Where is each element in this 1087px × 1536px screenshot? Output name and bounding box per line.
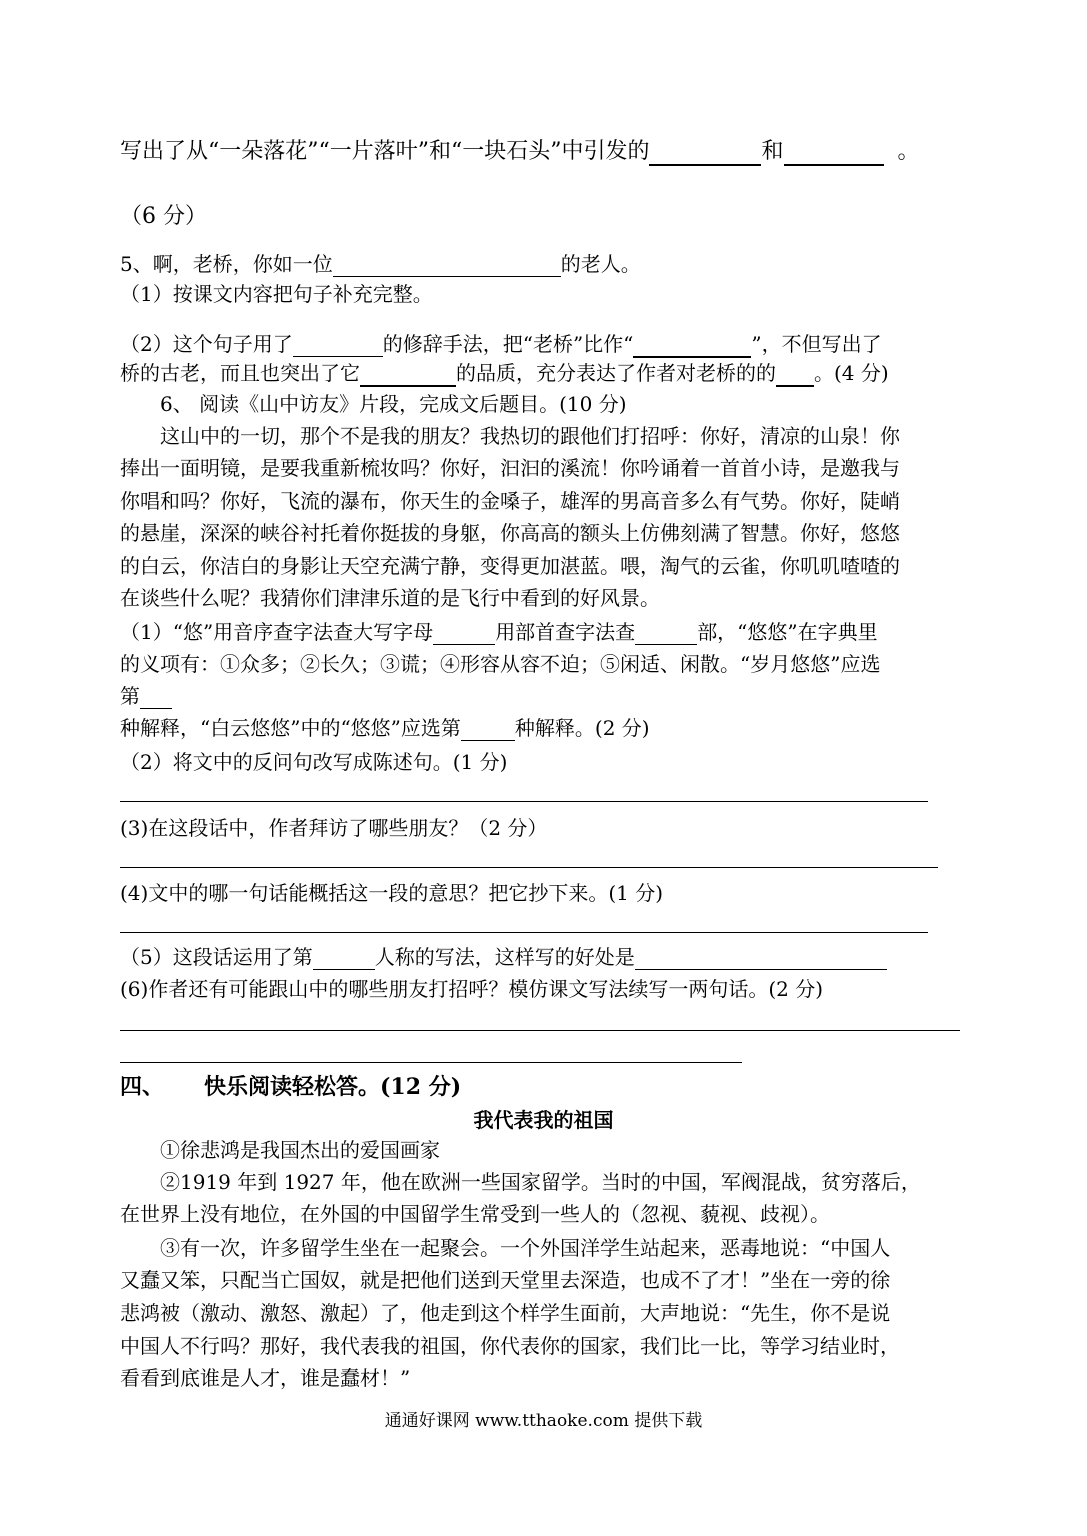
q6-passage-line-3: 你唱和吗？你好，飞流的瀑布，你天生的金嗓子，雄浑的男高音多么有气势。你好，陡峭	[120, 489, 900, 513]
q6-answer-line-6b[interactable]	[120, 1062, 742, 1063]
q5-stem-line	[120, 252, 641, 277]
q6-sub1-line1	[120, 620, 878, 645]
q5-part1: （1）按课文内容把句子补充完整。	[120, 282, 433, 306]
q6-sub1-line4	[120, 716, 650, 741]
q4-blank-2[interactable]	[784, 140, 884, 166]
passage-para-3-line-2: 又蠢又笨，只配当亡国奴，就是把他们送到天堂里去深造，也成不了才！”坐在一旁的徐	[120, 1268, 891, 1292]
q6-answer-line-2[interactable]	[120, 801, 928, 802]
passage-para-2-line-2: 在世界上没有地位，在外国的中国留学生常受到一些人的（忽视、藐视、歧视）。	[120, 1202, 830, 1226]
q6-passage-line-2: 捧出一面明镜，是要我重新梳妆吗？你好，汩汩的溪流！你吟诵着一首首小诗，是邀我与	[120, 456, 900, 480]
q6-sub1-line3	[120, 684, 172, 709]
q6-blank-benefit[interactable]	[635, 945, 887, 970]
q6-s1-a: （1）“悠”用音序查字法查大写字母	[120, 620, 434, 644]
q6-blank-sense-1[interactable]	[140, 684, 172, 709]
q5-blank-compare[interactable]	[633, 332, 751, 358]
passage-title: 我代表我的祖国	[473, 1108, 614, 1132]
q6-blank-letter[interactable]	[433, 620, 495, 645]
q6-answer-line-3[interactable]	[120, 867, 938, 868]
passage-para-1: ①徐悲鸿是我国杰出的爱国画家	[160, 1138, 440, 1162]
passage-para-3-line-5: 看看到底谁是人才，谁是蠢材！”	[120, 1366, 411, 1390]
q5-p2-line2-a: 桥的古老，而且也突出了它	[120, 361, 360, 385]
q6-blank-radical[interactable]	[635, 620, 697, 645]
q5-p2-c: ”，不但写出了	[751, 332, 882, 356]
passage-para-2-line-1: ②1919 年到 1927 年，他在欧洲一些国家留学。当时的中国，军阀混战，贫穷落后，	[160, 1170, 921, 1194]
q6-passage-line-5: 的白云，你洁白的身影让天空充满宁静，变得更加湛蓝。喂，淘气的云雀，你叽叽喳喳的	[120, 554, 900, 578]
q4-text-line	[120, 140, 920, 166]
q6-s1-b: 用部首查字法查	[495, 620, 636, 644]
q6-s1-c: 部，“悠悠”在字典里	[697, 620, 878, 644]
q6-s1-line4-b: 种解释。(2 分)	[514, 716, 650, 740]
passage-para-3-line-1: ③有一次，许多留学生坐在一起聚会。一个外国洋学生站起来，恶毒地说：“中国人	[160, 1236, 891, 1260]
q6-sub1-line2: 的义项有：①众多；②长久；③谎；④形容从容不迫；⑤闲适、闲散。“岁月悠悠”应选	[120, 652, 881, 676]
q5-blank-stem[interactable]	[333, 252, 561, 277]
q6-s1-line4-a: 种解释，“白云悠悠”中的“悠悠”应选第	[120, 716, 461, 740]
q5-blank-rhetoric[interactable]	[293, 332, 383, 357]
q5-blank-feeling[interactable]	[776, 361, 814, 387]
q5-p2-b: 的修辞手法，把“老桥”比作“	[382, 332, 634, 356]
q4-blank-1[interactable]	[649, 140, 761, 166]
q6-sub4: (4)文中的哪一句话能概括这一段的意思？把它抄下来。(1 分)	[120, 881, 664, 905]
q5-part2-line1	[120, 332, 882, 358]
q5-p2-line2-b: 的品质，充分表达了作者对老桥的的	[456, 361, 776, 385]
q6-sub5-line	[120, 945, 887, 970]
q6-s5-b: 人称的写法，这样写的好处是	[374, 945, 635, 969]
q6-passage-line-1: 这山中的一切，那个不是我的朋友？我热切的跟他们打招呼：你好，清凉的山泉！你	[160, 424, 900, 448]
q6-answer-line-6a[interactable]	[120, 1030, 960, 1031]
q6-blank-sense-2[interactable]	[461, 716, 515, 741]
q5-part2-line2	[120, 361, 889, 387]
q4-conj: 和	[761, 139, 784, 164]
q5-blank-quality[interactable]	[360, 361, 456, 387]
section4-heading-text: 快乐阅读轻松答。(12 分)	[204, 1074, 462, 1100]
q6-s1-line3: 第	[120, 684, 140, 708]
q6-s5-a: （5）这段话运用了第	[120, 945, 313, 969]
q6-sub6: (6)作者还有可能跟山中的哪些朋友打招呼？模仿课文写法续写一两句话。(2 分)	[120, 977, 824, 1001]
q4-text: 写出了从“一朵落花”“一片落叶”和“一块石头”中引发的	[120, 139, 650, 164]
q6-sub3: (3)在这段话中，作者拜访了哪些朋友？（2 分）	[120, 816, 548, 840]
q6-answer-line-4[interactable]	[120, 932, 928, 933]
q5-p2-a: （2）这个句子用了	[120, 332, 293, 356]
section4-heading	[120, 1074, 461, 1100]
q4-score: （6 分）	[120, 204, 207, 229]
q6-passage-line-4: 的悬崖，深深的峡谷衬托着你挺拔的身躯，你高高的额头上仿佛刻满了智慧。你好，悠悠	[120, 521, 900, 545]
q5-stem-a: 5、啊，老桥，你如一位	[120, 252, 333, 276]
q6-blank-person[interactable]	[313, 945, 375, 970]
passage-para-3-line-4: 中国人不行吗？那好，我代表我的祖国，你代表你的国家，我们比一比，等学习结业时，	[120, 1334, 900, 1358]
q6-stem: 6、 阅读《山中访友》片段，完成文后题目。(10 分)	[160, 392, 627, 416]
q6-sub2: （2）将文中的反问句改写成陈述句。(1 分)	[120, 750, 508, 774]
section4-number: 四、	[120, 1074, 165, 1100]
q6-passage-line-6: 在谈些什么呢？我猜你们津津乐道的是飞行中看到的好风景。	[120, 586, 660, 610]
q5-p2-line2-c: 。(4 分)	[814, 361, 889, 385]
q5-stem-b: 的老人。	[560, 252, 641, 276]
footer-credit: 通通好课网 www.tthaoke.com 提供下载	[384, 1411, 703, 1431]
passage-para-3-line-3: 悲鸿被（激动、激怒、激起）了，他走到这个样学生面前，大声地说：“先生，你不是说	[120, 1301, 891, 1325]
q4-end: 。	[897, 139, 920, 164]
